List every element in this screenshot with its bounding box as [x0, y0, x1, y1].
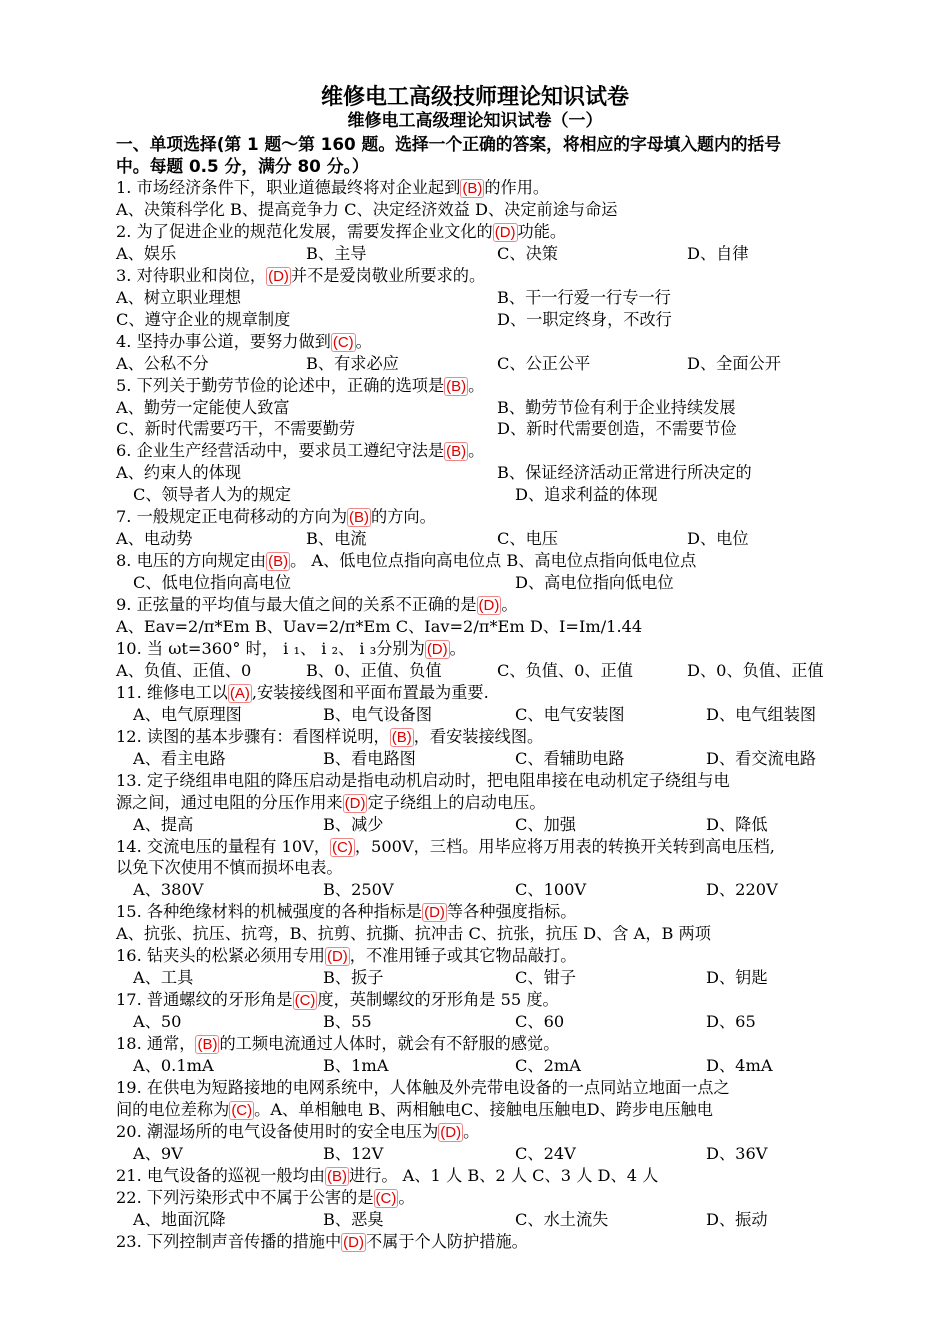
option-left: C、领导者人为的规定	[133, 485, 292, 505]
option-d: D、全面公开	[687, 353, 781, 373]
question-stem	[116, 1187, 856, 1209]
question-stem	[116, 594, 856, 616]
options-row	[116, 462, 856, 484]
question-stem	[116, 1121, 856, 1143]
question-stem	[116, 221, 856, 243]
question-stem	[116, 1231, 856, 1253]
options-row	[116, 528, 856, 550]
question-text: 6. 企业生产经营活动中，要求员工遵纪守法是	[116, 441, 445, 461]
question-text-tail: 的工频电流通过人体时，就会有不舒服的感觉。	[219, 1034, 560, 1054]
option-d: D、电气组装图	[706, 704, 817, 724]
option-d: D、电位	[687, 529, 749, 549]
option-b: B、电气设备图	[323, 704, 433, 724]
question-text: 7. 一般规定正电荷移动的方向为	[116, 507, 348, 527]
options-row	[116, 1055, 856, 1077]
question-stem	[116, 331, 856, 353]
option-c: C、电压	[497, 529, 558, 549]
answer-mark: (C)	[375, 1189, 397, 1207]
option-d: D、振动	[706, 1209, 768, 1229]
option-d: D、看交流电路	[706, 748, 817, 768]
question-text: 18. 通常，	[116, 1034, 196, 1054]
option-d: D、降低	[706, 814, 768, 834]
question-text: 19. 在供电为短路接地的电网系统中，人体触及外壳带电设备的一点同站立地面一点之	[116, 1077, 730, 1097]
option-c: C、24V	[515, 1143, 576, 1163]
question-stem	[116, 989, 856, 1011]
question-stem	[116, 1099, 856, 1121]
options-row	[116, 704, 856, 726]
option-b: B、看电路图	[323, 748, 416, 768]
options-row	[116, 1143, 856, 1165]
option-a: A、地面沉降	[133, 1209, 226, 1229]
question-stem	[116, 857, 856, 879]
options-row	[116, 418, 856, 440]
question-text-tail: 。	[468, 441, 485, 461]
question-stem	[116, 945, 856, 967]
question-stem	[116, 1077, 856, 1099]
answer-mark: (B)	[446, 377, 467, 395]
question-text-tail: ,安装接线图和平面布置最为重要.	[251, 682, 489, 702]
option-d: D、钥匙	[706, 968, 768, 988]
option-c: C、2mA	[515, 1056, 581, 1075]
option-right: B、勤劳节俭有利于企业持续发展	[497, 397, 736, 417]
options-row: A、决策科学化 B、提高竞争力 C、决定经济效益 D、决定前途与命运	[116, 199, 618, 219]
question-stem	[116, 1033, 856, 1055]
question-text: 23. 下列控制声音传播的措施中	[116, 1231, 342, 1251]
option-b: B、恶臭	[323, 1209, 384, 1229]
question-stem	[116, 770, 856, 792]
option-d: D、36V	[706, 1143, 768, 1163]
question-text: 22. 下列污染形式中不属于公害的是	[116, 1187, 374, 1207]
option-c: C、决策	[497, 243, 558, 263]
question-text: 20. 潮湿场所的电气设备使用时的安全电压为	[116, 1121, 439, 1141]
question-text-tail: 。	[449, 638, 466, 658]
answer-mark: (B)	[446, 443, 467, 461]
options-row	[116, 309, 856, 331]
question-stem	[116, 265, 856, 287]
options-row	[116, 287, 856, 309]
question-stem	[116, 550, 856, 572]
options-row	[116, 967, 856, 989]
option-right: D、新时代需要创造，不需要节俭	[497, 419, 737, 439]
option-b: B、1mA	[323, 1056, 389, 1075]
option-right: B、保证经济活动正常进行所决定的	[497, 463, 752, 483]
question-stem	[116, 375, 856, 397]
question-text: 1. 市场经济条件下，职业道德最终将对企业起到	[116, 178, 461, 197]
options-row	[116, 814, 856, 836]
question-text: 13. 定子绕组串电阻的降压启动是指电动机启动时，把电阻串接在电动机定子绕组与电	[116, 770, 730, 790]
question-stem	[116, 1165, 856, 1187]
option-d: D、220V	[706, 880, 778, 900]
question-stem	[116, 901, 856, 923]
option-d: D、65	[706, 1012, 756, 1032]
options-row	[116, 353, 856, 375]
option-b: B、减少	[323, 814, 384, 834]
question-stem	[116, 726, 856, 748]
option-left: C、低电位指向高电位	[133, 573, 292, 593]
question-text: 14. 交流电压的量程有 10V，	[116, 836, 331, 856]
question-text-tail: 不属于个人防护措施。	[365, 1231, 528, 1251]
instructions-line-1: 一、单项选择(第 1 题～第 160 题。选择一个正确的答案，将相应的字母填入题内的括号	[116, 134, 782, 154]
option-left: C、遵守企业的规章制度	[116, 309, 291, 329]
question-text-tail: 定子绕组上的启动电压。	[367, 792, 546, 812]
question-text: 21. 电气设备的巡视一般均由	[116, 1165, 325, 1185]
option-c: C、电气安装图	[515, 704, 625, 724]
options-row: A、抗张、抗压、抗弯，B、抗剪、抗撕、抗冲击 C、抗张，抗压 D、含 A，B 两项	[116, 924, 711, 944]
option-c: C、100V	[515, 880, 587, 900]
option-b: B、0、正值、负值	[306, 660, 442, 680]
option-d: D、0、负值、正值	[687, 660, 824, 680]
option-c: C、加强	[515, 814, 576, 834]
question-text: 10. 当 ωt=360° 时， i ₁、 i ₂、 i ₃分别为	[116, 638, 425, 658]
question-text-tail: ，500V，三档。用毕应将万用表的转换开关转到高电压档,	[354, 836, 775, 856]
option-b: B、250V	[323, 880, 394, 900]
option-c: C、负值、0、正值	[497, 660, 633, 680]
option-b: B、有求必应	[306, 353, 399, 373]
page-title: 维修电工高级技师理论知识试卷	[320, 85, 629, 110]
question-text-tail: 并不是爱岗敬业所要求的。	[290, 265, 486, 285]
answer-mark: (C)	[332, 838, 353, 856]
question-text-tail: 进行。 A、1 人 B、2 人 C、3 人 D、4 人	[348, 1165, 659, 1185]
answer-mark: (A)	[229, 684, 250, 702]
question-text: 12. 读图的基本步骤有：看图样说明，	[116, 726, 390, 746]
option-c: C、看辅助电路	[515, 748, 625, 768]
question-text: 源之间，通过电阻的分压作用来	[116, 792, 343, 812]
option-a: A、负值、正值、0	[116, 660, 252, 680]
question-text: 4. 坚持办事公道，要努力做到	[116, 331, 331, 351]
option-a: A、380V	[133, 880, 204, 900]
options-row	[116, 243, 856, 265]
answer-mark: (D)	[343, 1233, 364, 1251]
answer-mark: (D)	[426, 640, 448, 658]
answer-mark: (D)	[424, 904, 445, 922]
answer-mark: (D)	[344, 794, 366, 812]
options-row	[116, 660, 856, 682]
question-text: 3. 对待职业和岗位，	[116, 265, 267, 285]
question-text: 17. 普通螺纹的牙形角是	[116, 990, 293, 1010]
option-a: A、9V	[133, 1143, 183, 1163]
option-right: D、高电位指向低电位	[515, 573, 674, 593]
option-left: A、树立职业理想	[116, 287, 242, 307]
answer-mark: (B)	[349, 509, 370, 527]
question-text-tail: 。A、单相触电 B、两相触电C、接触电压触电D、跨步电压触电	[254, 1099, 713, 1119]
option-right: B、干一行爱一行专一行	[497, 287, 671, 307]
option-right: D、一职定终身，不改行	[497, 309, 672, 329]
question-stem	[116, 682, 856, 704]
answer-mark: (D)	[440, 1123, 462, 1141]
question-text-tail: 。 A、低电位点指向高电位点 B、高电位点指向低电位点	[290, 551, 697, 571]
options-row	[116, 1011, 856, 1033]
option-a: A、电动势	[116, 529, 193, 549]
answer-mark: (D)	[268, 267, 289, 285]
option-right: D、追求利益的体现	[515, 485, 658, 505]
option-left: A、勤劳一定能使人致富	[116, 397, 290, 417]
options-row	[116, 572, 856, 594]
option-c: C、公正公平	[497, 353, 591, 373]
option-a: A、看主电路	[133, 748, 226, 768]
question-text-tail: 等各种强度指标。	[446, 902, 577, 922]
option-a: A、工具	[133, 968, 194, 988]
instructions-line-2: 中。每题 0.5 分，满分 80 分。）	[116, 156, 369, 176]
option-c: C、水土流失	[515, 1209, 609, 1229]
answer-mark: (C)	[231, 1101, 253, 1119]
option-d: D、4mA	[706, 1056, 773, 1075]
question-text: 以免下次使用不慎而损坏电表。	[116, 858, 343, 878]
question-text-tail: 。	[501, 595, 518, 615]
question-text: 5. 下列关于勤劳节俭的论述中，正确的选项是	[116, 375, 445, 395]
option-a: A、0.1mA	[133, 1056, 214, 1075]
options-row	[116, 397, 856, 419]
question-text: 15. 各种绝缘材料的机械强度的各种指标是	[116, 902, 423, 922]
question-stem	[116, 440, 856, 462]
option-a: A、公私不分	[116, 353, 209, 373]
options-row	[116, 1209, 856, 1231]
option-b: B、12V	[323, 1143, 384, 1163]
option-c: C、钳子	[515, 968, 576, 988]
question-text-tail: 。	[463, 1121, 480, 1141]
question-text: 8. 电压的方向规定由	[116, 551, 267, 571]
options-row	[116, 484, 856, 506]
option-b: B、主导	[306, 243, 367, 263]
answer-mark: (D)	[494, 223, 516, 241]
question-text: 16. 钻夹头的松紧必须用专用	[116, 946, 325, 966]
question-stem	[116, 836, 856, 858]
option-a: A、提高	[133, 814, 194, 834]
option-a: A、50	[133, 1012, 182, 1032]
question-text-tail: 。	[468, 375, 485, 395]
question-text-tail: 的方向。	[371, 507, 436, 527]
question-text: 间的电位差称为	[116, 1099, 230, 1119]
option-d: D、自律	[687, 243, 749, 263]
options-row-formula: A、Eav=2/π*Em B、Uav=2/π*Em C、Iav=2/π*Em D、I=Im/1.44	[116, 617, 643, 636]
answer-mark: (D)	[478, 597, 500, 615]
option-b: B、扳子	[323, 968, 384, 988]
option-a: A、电气原理图	[133, 704, 242, 724]
question-text-tail: ，看安装接线图。	[413, 726, 544, 746]
option-a: A、娱乐	[116, 243, 177, 263]
answer-mark: (B)	[326, 1167, 347, 1185]
question-text-tail: 。	[398, 1187, 415, 1207]
option-left: A、约束人的体现	[116, 463, 242, 483]
question-stem	[116, 506, 856, 528]
option-c: C、60	[515, 1012, 565, 1032]
answer-mark: (B)	[391, 728, 412, 746]
options-row	[116, 748, 856, 770]
question-text: 11. 维修电工以	[116, 682, 228, 702]
answer-mark: (B)	[197, 1036, 218, 1054]
question-stem	[116, 177, 856, 199]
answer-mark: (D)	[326, 948, 348, 966]
answer-mark: (B)	[462, 180, 483, 197]
page-subtitle: 维修电工高级理论知识试卷（一）	[347, 111, 603, 131]
answer-mark: (B)	[268, 553, 289, 571]
question-stem	[116, 792, 856, 814]
question-stem	[116, 638, 856, 660]
answer-mark: (C)	[332, 333, 354, 351]
option-left: C、新时代需要巧干，不需要勤劳	[116, 419, 356, 439]
question-text-tail: 功能。	[517, 221, 567, 241]
question-text-tail: ，不准用锤子或其它物品敲打。	[349, 946, 577, 966]
answer-mark: (C)	[294, 992, 316, 1010]
question-text: 2. 为了促进企业的规范化发展，需要发挥企业文化的	[116, 221, 493, 241]
option-b: B、55	[323, 1012, 372, 1032]
options-row	[116, 879, 856, 901]
question-text-tail: 度，英制螺纹的牙形角是 55 度。	[317, 990, 559, 1010]
question-text: 9. 正弦量的平均值与最大值之间的关系不正确的是	[116, 595, 477, 615]
question-text-tail: 。	[355, 331, 372, 351]
option-b: B、电流	[306, 529, 367, 549]
question-text-tail: 的作用。	[484, 178, 550, 197]
